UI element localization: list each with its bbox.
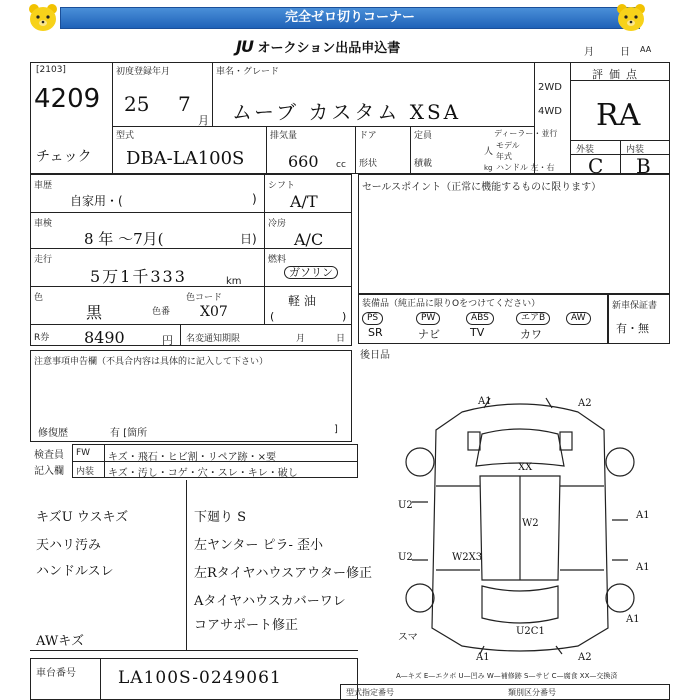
inspection-label: 車検 — [34, 219, 53, 229]
rear-seat-label: 後日品 — [360, 350, 390, 361]
fuel-label: 燃料 — [268, 255, 287, 265]
displacement-label: 排気量 — [270, 131, 298, 141]
fuel-gasoline: ガソリン — [284, 266, 338, 279]
color-value: 黒 — [86, 303, 103, 322]
damage-mark: A1 — [476, 652, 490, 663]
remark-right-item: コアサポート修正 — [194, 618, 299, 633]
equipment-item: カワ — [520, 328, 542, 341]
remark-left-item: 天ハリ汚み — [36, 538, 102, 553]
color-label: 色 — [34, 293, 44, 303]
diagram-legend: A—キズ E—エクボ U—凹み W—補修跡 S—サビ C—腐食 XX—交換済 — [396, 672, 618, 680]
damage-mark: W2X3 — [452, 552, 483, 563]
dealer-label: ディーラー・並行 — [494, 129, 558, 138]
load-unit: kg — [484, 164, 493, 172]
ju-logo: JU — [236, 37, 253, 56]
fuel-paren-close: ) — [342, 310, 347, 323]
registration-label: 初度登録年月 — [116, 67, 171, 77]
equipment-item-pill: PS — [362, 312, 383, 325]
model-value: DBA-LA100S — [126, 148, 245, 169]
bear-mascot-icon — [26, 2, 60, 32]
shape-label: 形状 — [359, 159, 378, 169]
dealer-model-label: モデル — [496, 141, 520, 150]
remark-right-item: 左ヤンター ピラ- 歪小 — [194, 538, 324, 553]
displacement-value: 660 — [288, 152, 319, 171]
fuel-diesel: 軽 油 — [288, 294, 316, 308]
damage-mark: U2C1 — [516, 626, 545, 637]
repair-label: 修復歴 — [38, 428, 68, 439]
capacity-label: 定員 — [414, 131, 433, 141]
remark-right-item: 左Rタイヤハウスアウター修正 — [194, 566, 373, 581]
inspector-label-1: 検査員 — [34, 450, 64, 461]
remark-right-item: Aタイヤハウスカバーワレ — [194, 594, 346, 609]
car-damage-diagram — [372, 390, 668, 660]
aircon-label: 冷房 — [268, 219, 287, 229]
r-ticket-value: 8490 — [84, 328, 125, 347]
name-change-day: 日 — [336, 334, 346, 344]
damage-mark: A2 — [578, 398, 592, 409]
equipment-item: TV — [470, 326, 485, 339]
registration-month-label: 月 — [198, 114, 209, 127]
footer-cert-label: 型式指定番号 — [346, 688, 394, 697]
inspector-fw-label: FW — [76, 448, 91, 458]
name-change-month: 月 — [296, 334, 306, 344]
mileage-value: 5万1千333 — [90, 267, 187, 286]
registration-year: 25 — [124, 92, 150, 116]
equipment-item-pill: エアB — [516, 312, 550, 325]
damage-mark: U2 — [398, 552, 413, 563]
form-title — [236, 37, 400, 56]
damage-mark: XX — [518, 462, 533, 473]
dealer-year-label: 年式 — [496, 152, 512, 161]
rating-int-value: B — [636, 154, 651, 178]
damage-mark: W2 — [522, 518, 539, 529]
damage-mark: A1 — [626, 614, 640, 625]
recycle-value: 有・無 — [616, 322, 649, 335]
repair-value: 有 [箇所 — [110, 428, 148, 439]
equipment-item: SR — [368, 326, 383, 339]
inspection-value: 8 年 〜7月( — [84, 230, 164, 248]
damage-mark: U2 — [398, 500, 413, 511]
rating-ext-value: C — [588, 154, 604, 178]
lot-code: [2103] — [36, 65, 66, 75]
drive-2wd: 2WD — [538, 82, 562, 93]
dealer-handle-label: ハンドル 左・右 — [496, 163, 555, 172]
equipment-item-pill: AW — [566, 312, 591, 325]
lot-extra: チェック — [36, 149, 92, 165]
header-day: 日 — [620, 47, 630, 58]
bear-mascot-icon — [614, 2, 648, 32]
rating-int-label: 内装 — [626, 145, 645, 155]
color-no-label: 色番 — [152, 307, 171, 317]
equipment-item: ナビ — [418, 328, 440, 341]
equipment-item-pill: PW — [416, 312, 440, 325]
inspection-day: 日) — [240, 232, 257, 246]
capacity-unit: 人 — [484, 147, 494, 157]
chassis-value: LA100S-0249061 — [118, 668, 282, 688]
chassis-label: 車台番号 — [36, 668, 76, 679]
equipment-item — [566, 310, 591, 325]
equipment-item — [416, 310, 440, 325]
rating-value: RA — [596, 98, 641, 133]
equipment-item — [466, 310, 494, 325]
aircon-value: A/C — [294, 230, 324, 249]
damage-mark: A1 — [636, 510, 650, 521]
remark-right-item: 下廻り S — [194, 510, 247, 525]
mileage-unit: km — [226, 276, 242, 287]
footer-class-label: 類別区分番号 — [508, 688, 556, 697]
equipment-item — [516, 310, 550, 325]
door-label: ドア — [359, 131, 377, 141]
history-value: 自家用・( — [70, 194, 123, 208]
name-change-label: 名変通知期限 — [186, 334, 241, 344]
r-ticket-label: R券 — [34, 333, 50, 343]
inspector-label-2: 記入欄 — [34, 466, 64, 477]
damage-mark: A1 — [478, 396, 492, 407]
inspector-int-value: キズ・汚し・コゲ・穴・スレ・キレ・破し — [108, 468, 298, 479]
model-label: 型式 — [116, 131, 135, 141]
car-name-label: 車名・グレード — [216, 67, 280, 77]
color-code-value: X07 — [200, 304, 228, 320]
damage-mark: スマ — [398, 632, 418, 643]
rating-label: 評価点 — [592, 68, 643, 81]
inspector-int-label: 内装 — [76, 467, 95, 477]
mileage-label: 走行 — [34, 255, 53, 265]
damage-mark: A2 — [578, 652, 592, 663]
history-label: 車歴 — [34, 181, 53, 191]
car-name-value: ムーブ カスタム XSA — [232, 100, 462, 124]
color-code-label: 色コード — [186, 293, 223, 303]
repair-close: ] — [334, 424, 338, 435]
form-title-text: オークション出品申込書 — [257, 41, 401, 56]
damage-mark: A1 — [636, 562, 650, 573]
header-aa: AA — [640, 45, 652, 54]
notes-label: 注意事項申告欄（不具合内容は具体的に記入して下さい） — [34, 357, 269, 367]
remarks-aw: AWキズ — [36, 634, 84, 649]
equipment-label: 装備品（純正品に限りOをつけてください） — [362, 299, 541, 309]
equipment-item — [362, 310, 383, 325]
load-label: 積載 — [414, 159, 433, 169]
history-close: ) — [252, 192, 257, 206]
displacement-unit: cc — [336, 160, 346, 170]
drive-4wd: 4WD — [538, 106, 562, 117]
sales-point-label: セールスポイント（正常に機能するものに限ります） — [362, 182, 602, 193]
fuel-paren-open: ( — [270, 310, 275, 323]
shift-value: A/T — [290, 192, 318, 211]
remark-left-item: ハンドルスレ — [36, 564, 114, 579]
rating-ext-label: 外装 — [576, 145, 595, 155]
registration-month: 7 — [178, 92, 191, 116]
recycle-label: 新車保証書 — [612, 301, 658, 311]
shift-label: シフト — [268, 181, 296, 191]
header-month: 月 — [584, 47, 594, 58]
top-banner — [0, 0, 700, 34]
remark-left-item: キズU ウスキズ — [36, 510, 129, 525]
r-ticket-unit: 円 — [162, 334, 173, 347]
lot-number: 4209 — [34, 84, 101, 114]
inspector-fw-value: キズ・飛石・ヒビ割・リペア跡・×要 — [108, 452, 276, 463]
banner-title: 完全ゼロ切りコーナー — [60, 7, 640, 29]
equipment-item-pill: ABS — [466, 312, 494, 325]
